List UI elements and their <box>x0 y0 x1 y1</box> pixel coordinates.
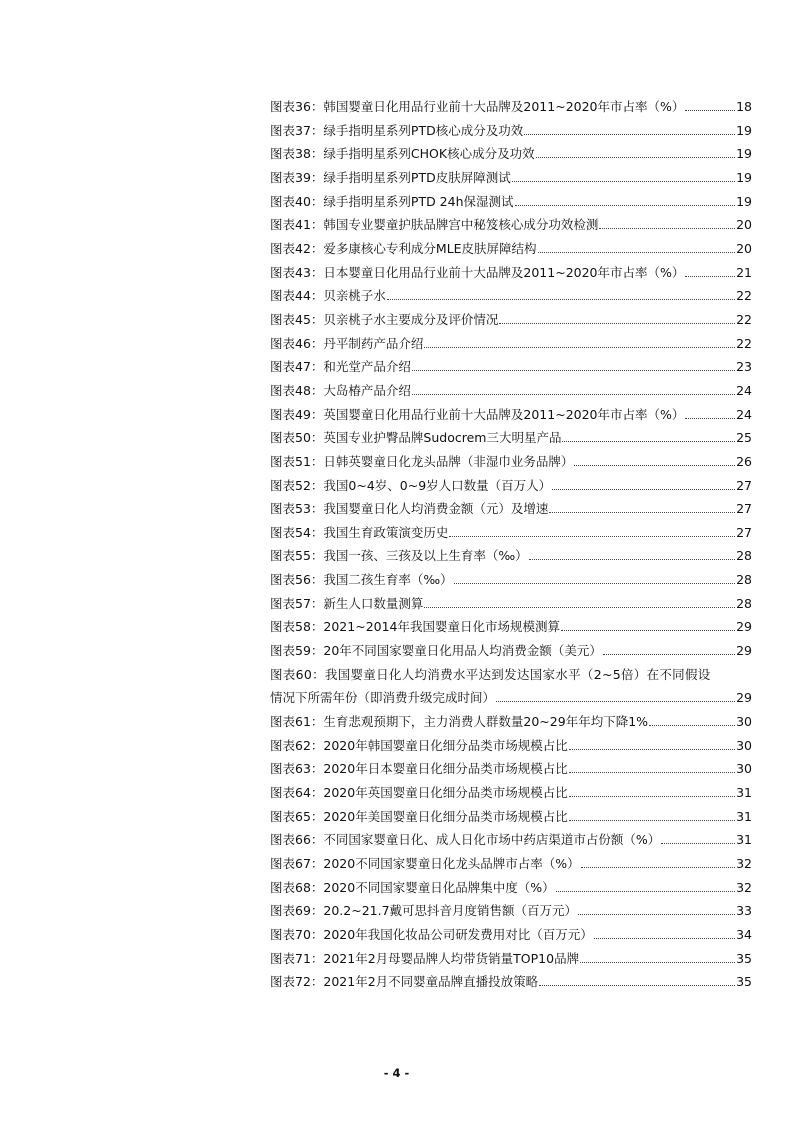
leader-dots <box>496 701 735 702</box>
toc-entry-text: 图表46：丹平制药产品介绍 <box>270 335 424 351</box>
toc-entry-page: 23 <box>736 359 752 375</box>
toc-entry[interactable] <box>270 899 752 923</box>
toc-entry-text: 图表69：20.2~21.7戴可思抖音月度销售额（百万元） <box>270 903 578 919</box>
toc-entry-page: 25 <box>736 430 752 446</box>
toc-entry-text: 图表53：我国婴童日化人均消费金额（元）及增速 <box>270 501 549 517</box>
toc-entry-text: 图表40：绿手指明星系列PTD 24h保湿测试 <box>270 193 514 209</box>
toc-entry[interactable] <box>270 213 752 237</box>
toc-entry-text: 图表67：2020不同国家婴童日化龙头品牌市占率（%） <box>270 856 580 871</box>
toc-entry-page: 30 <box>736 714 752 730</box>
toc-entry-text: 图表51：日韩英婴童日化龙头品牌（非湿巾业务品牌） <box>270 453 574 469</box>
leader-dots <box>581 867 735 868</box>
toc-entry-text: 图表72：2021年2月不同婴童品牌直播投放策略 <box>270 974 539 990</box>
toc-entry[interactable] <box>270 284 752 308</box>
toc-entry-page: 22 <box>736 288 752 304</box>
toc-entry-text: 图表52：我国0~4岁、0~9岁人口数量（百万人） <box>270 477 552 493</box>
toc-entry-text: 图表68：2020不同国家婴童日化品牌集中度（%） <box>270 879 555 895</box>
toc-entry[interactable] <box>270 190 752 214</box>
leader-dots <box>515 205 736 206</box>
leader-dots <box>529 559 735 560</box>
toc-entry[interactable] <box>270 805 752 829</box>
toc-entry[interactable] <box>270 119 752 143</box>
toc-entry[interactable] <box>270 332 752 356</box>
toc-entry-page: 29 <box>736 643 752 659</box>
toc-entry-page: 30 <box>736 737 752 753</box>
toc-entry-page: 28 <box>736 595 752 611</box>
toc-entry-page: 26 <box>736 453 752 469</box>
toc-entry-text: 图表56：我国二孩生育率（‰） <box>270 572 453 588</box>
toc-entry-text: 图表54：我国生育政策演变历史 <box>270 524 449 540</box>
toc-entry-page: 19 <box>736 122 752 138</box>
toc-entry-text: 图表48：大岛椿产品介绍 <box>270 382 411 398</box>
toc-entry-page: 30 <box>736 761 752 777</box>
toc-entry[interactable] <box>270 166 752 190</box>
toc-entry-text: 图表60：我国婴童日化人均消费水平达到发达国家水平（2~5倍）在不同假设 <box>270 666 711 682</box>
toc-entry[interactable] <box>270 970 752 994</box>
leader-dots <box>685 418 735 419</box>
toc-entry[interactable] <box>270 757 752 781</box>
toc-entry[interactable] <box>270 828 752 852</box>
toc-entry[interactable] <box>270 781 752 805</box>
toc-entry[interactable] <box>270 261 752 285</box>
toc-entry-text: 图表57：新生人口数量测算 <box>270 595 424 611</box>
toc-entry[interactable] <box>270 734 752 758</box>
leader-dots <box>561 630 735 631</box>
leader-dots <box>569 820 735 821</box>
toc-entry-page: 27 <box>736 477 752 493</box>
toc-entry[interactable] <box>270 497 752 521</box>
toc-entry-text: 图表41：韩国专业婴童护肤品牌宫中秘笈核心成分功效检测 <box>270 217 599 233</box>
toc-entry-page: 19 <box>736 193 752 209</box>
toc-entry-page: 35 <box>736 974 752 990</box>
leader-dots <box>578 914 735 915</box>
toc-entry-text: 图表61：生育悲观预期下，主力消费人群数量20~29年年均下降1% <box>270 714 649 730</box>
toc-entry-text: 图表70：2020年我国化妆品公司研发费用对比（百万元） <box>270 926 593 942</box>
leader-dots <box>512 181 735 182</box>
toc-entry[interactable] <box>270 403 752 427</box>
toc-entry-page: 29 <box>736 690 752 706</box>
toc-entry-page: 31 <box>736 808 752 824</box>
leader-dots <box>412 394 735 395</box>
leader-dots <box>569 796 735 797</box>
leader-dots <box>649 725 735 726</box>
toc-entry-page: 28 <box>736 548 752 564</box>
toc-entry-page: 32 <box>736 856 752 871</box>
leader-dots <box>499 323 735 324</box>
leader-dots <box>449 536 735 537</box>
leader-dots <box>603 654 735 655</box>
toc-entry[interactable] <box>270 568 752 592</box>
toc-entry[interactable] <box>270 710 752 734</box>
toc-group-2 <box>270 710 752 994</box>
leader-dots <box>569 772 735 773</box>
toc-entry-text: 图表65：2020年美国婴童日化细分品类市场规模占比 <box>270 808 568 824</box>
toc-entry-60-line2[interactable] <box>270 686 752 710</box>
toc-entry-text: 情况下所需年份（即消费升级完成时间） <box>270 690 496 706</box>
page-number: - 4 - <box>383 1066 410 1080</box>
toc-entry-page: 21 <box>736 264 752 280</box>
toc-entry-text: 图表39：绿手指明星系列PTD皮肤屏障测试 <box>270 169 511 185</box>
leader-dots <box>549 512 735 513</box>
toc-entry-page: 35 <box>736 950 752 966</box>
toc-entry-page: 20 <box>736 240 752 256</box>
leader-dots <box>539 985 735 986</box>
toc-entry-text: 图表43：日本婴童日化用品行业前十大品牌及2011~2020年市占率（%） <box>270 264 685 280</box>
toc-entry-text: 图表44：贝亲桃子水 <box>270 288 386 304</box>
toc-entry-page: 34 <box>736 926 752 942</box>
leader-dots <box>594 938 735 939</box>
toc-entry-text: 图表64：2020年英国婴童日化细分品类市场规模占比 <box>270 785 568 801</box>
toc-entry-page: 22 <box>736 311 752 327</box>
leader-dots <box>562 441 735 442</box>
toc-entry-text: 图表50：英国专业护臀品牌Sudocrem三大明星产品 <box>270 430 562 446</box>
leader-dots <box>580 962 735 963</box>
toc-entry-text: 图表58：2021~2014年我国婴童日化市场规模测算 <box>270 619 561 635</box>
toc-entry[interactable] <box>270 379 752 403</box>
toc-entry-text: 图表63：2020年日本婴童日化细分品类市场规模占比 <box>270 761 568 777</box>
toc-entry-page: 24 <box>736 382 752 398</box>
toc-entry-text: 图表47：和光堂产品介绍 <box>270 359 411 375</box>
toc-entry-page: 33 <box>736 903 752 919</box>
leader-dots <box>599 228 735 229</box>
toc-entry[interactable] <box>270 592 752 616</box>
toc-entry[interactable] <box>270 95 752 119</box>
toc-entry[interactable] <box>270 639 752 663</box>
toc-entry-page: 19 <box>736 169 752 185</box>
toc-entry-page: 31 <box>736 785 752 801</box>
toc-entry-page: 28 <box>736 572 752 588</box>
toc-entry-text: 图表37：绿手指明星系列PTD核心成分及功效 <box>270 122 524 138</box>
table-of-figures <box>270 95 752 994</box>
leader-dots <box>556 891 735 892</box>
toc-entry-page: 18 <box>736 99 752 114</box>
toc-entry-text: 图表62：2020年韩国婴童日化细分品类市场规模占比 <box>270 737 568 753</box>
toc-entry[interactable] <box>270 852 752 876</box>
leader-dots <box>538 252 736 253</box>
leader-dots <box>387 299 735 300</box>
toc-entry-page: 31 <box>736 832 752 848</box>
toc-entry-text: 图表49：英国婴童日化用品行业前十大品牌及2011~2020年市占率（%） <box>270 406 685 422</box>
toc-entry[interactable] <box>270 521 752 545</box>
toc-entry[interactable] <box>270 237 752 261</box>
leader-dots <box>536 157 736 158</box>
toc-entry[interactable] <box>270 355 752 379</box>
toc-entry-text: 图表38：绿手指明星系列CHOK核心成分及功效 <box>270 146 535 162</box>
toc-entry[interactable] <box>270 947 752 971</box>
toc-entry[interactable] <box>270 544 752 568</box>
toc-entry-text: 图表42：爱多康核心专利成分MLE皮肤屏障结构 <box>270 240 537 256</box>
leader-dots <box>685 110 735 111</box>
toc-entry[interactable] <box>270 426 752 450</box>
toc-entry[interactable] <box>270 142 752 166</box>
leader-dots <box>569 749 735 750</box>
leader-dots <box>552 489 735 490</box>
toc-entry[interactable] <box>270 923 752 947</box>
toc-group-1 <box>270 95 752 663</box>
toc-entry-page: 20 <box>736 217 752 233</box>
toc-entry-text: 图表45：贝亲桃子水主要成分及评价情况 <box>270 311 499 327</box>
toc-entry[interactable] <box>270 876 752 900</box>
leader-dots <box>454 583 735 584</box>
toc-entry-page: 27 <box>736 524 752 540</box>
leader-dots <box>412 370 735 371</box>
toc-entry[interactable] <box>270 615 752 639</box>
toc-entry-text: 图表71：2021年2月母婴品牌人均带货销量TOP10品牌 <box>270 950 580 966</box>
leader-dots <box>524 134 735 135</box>
toc-entry-60-line1[interactable] <box>270 663 752 687</box>
leader-dots <box>685 276 735 277</box>
leader-dots <box>661 843 735 844</box>
toc-entry-page: 19 <box>736 146 752 162</box>
leader-dots <box>424 347 735 348</box>
toc-entry-text: 图表66：不同国家婴童日化、成人日化市场中药店渠道市占份额（%） <box>270 832 661 848</box>
toc-entry-page: 27 <box>736 501 752 517</box>
toc-entry-page: 32 <box>736 879 752 895</box>
toc-entry-page: 24 <box>736 406 752 422</box>
toc-entry[interactable] <box>270 474 752 498</box>
toc-entry-text: 图表36：韩国婴童日化用品行业前十大品牌及2011~2020年市占率（%） <box>270 99 685 114</box>
toc-entry-text: 图表59：20年不同国家婴童日化用品人均消费金额（美元） <box>270 643 602 659</box>
leader-dots <box>574 465 735 466</box>
toc-entry-page: 22 <box>736 335 752 351</box>
toc-entry[interactable] <box>270 308 752 332</box>
toc-entry-text: 图表55：我国一孩、三孩及以上生育率（‰） <box>270 548 528 564</box>
leader-dots <box>424 607 735 608</box>
toc-entry-page: 29 <box>736 619 752 635</box>
toc-entry[interactable] <box>270 450 752 474</box>
